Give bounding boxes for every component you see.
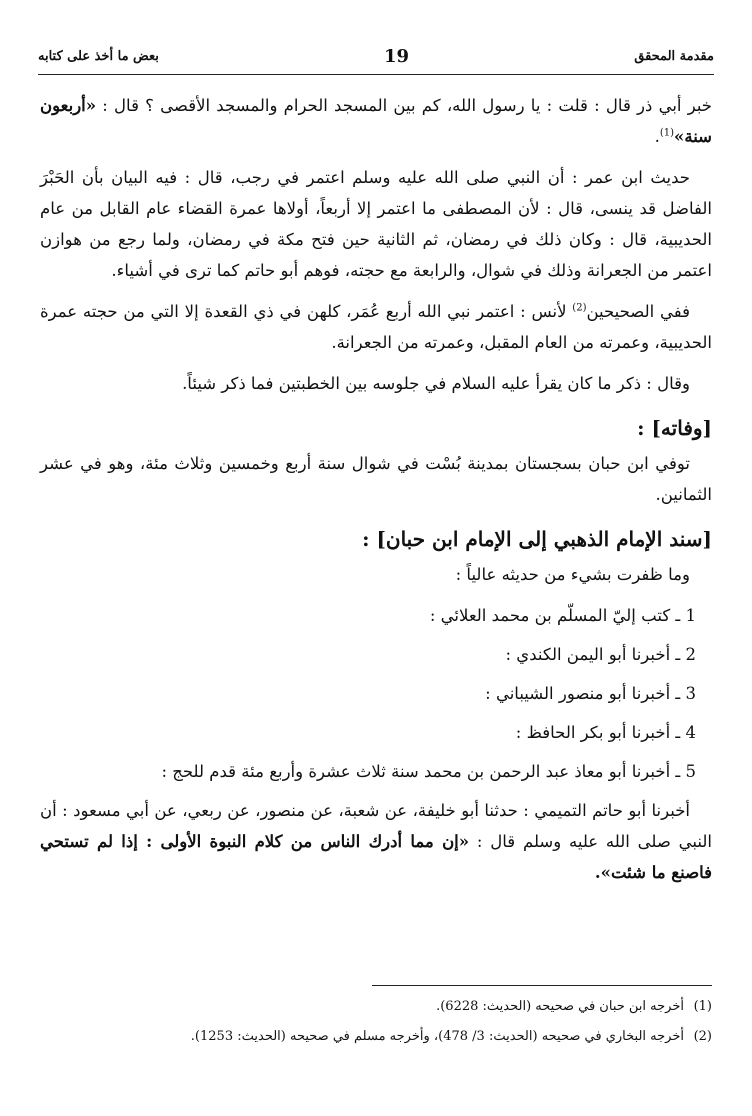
footnote-number: (2) bbox=[693, 1029, 712, 1044]
section-heading-sanad: [سند الإمام الذهبي إلى الإمام ابن حبان] : bbox=[362, 527, 712, 551]
header-left-title: بعض ما أخذ على كتابه bbox=[38, 48, 159, 64]
footnote-text: أخرجه البخاري في صحيحه (الحديث: 3/ 478)، وأخرجه مسلم في صحيحه (الحديث: 1253). bbox=[190, 1029, 684, 1044]
section-heading-death: [وفاته] : bbox=[637, 416, 712, 440]
chain-item: 4 ـ أخبرنا أبو بكر الحافظ : bbox=[515, 723, 696, 742]
paragraph-ibn-umar: حديث ابن عمر : أن النبي صلى الله عليه وسلم اعتمر في رجب، قال : فيه البيان بأن الحَبْرَ الفاضل قد ينسى، قال : لأن المصطفى ما اعتمر إلا أربعاً، أولاها عمرة القضاء عام القابل من عام الحديبية، قال : وكان ذلك في رمضان، ثم الثانية حين فتح مكة في رمضان، ولما رجع من هوازن اعتمر من الجعرانة وذلك في شوال، والرابعة مع حجته، فوهم أبو حاتم كما ترى في أشياء. bbox=[40, 168, 712, 280]
hadith-quote: «إن مما أدرك الناس من كلام النبوة الأولى : إذا لم تستحي فاصنع ما شئت». bbox=[40, 832, 712, 882]
chain-item: 1 ـ كتب إليّ المسلّم بن محمد العلائي : bbox=[429, 606, 696, 625]
footnote-text: أخرجه ابن حبان في صحيحه (الحديث: 6228). bbox=[436, 999, 684, 1014]
footnotes bbox=[40, 992, 712, 1052]
footnote-item bbox=[40, 992, 712, 1022]
paragraph-khutbah: وقال : ذكر ما كان يقرأ عليه السلام في جلوسه بين الخطبتين فما ذكر شيئاً. bbox=[182, 374, 690, 393]
footnote-ref: (1) bbox=[659, 127, 675, 139]
chain-item: 5 ـ أخبرنا أبو معاذ عبد الرحمن بن محمد سنة ثلاث عشرة وأربع مئة قدم للحج : bbox=[161, 762, 696, 781]
sanad-intro: وما ظفرت بشيء من حديثه عالياً : bbox=[455, 565, 690, 584]
paragraph-text: خبر أبي ذر قال : قلت : يا رسول الله، كم بين المسجد الحرام والمسجد الأقصى ؟ قال : bbox=[102, 96, 712, 115]
paragraph-final-hadith bbox=[40, 795, 712, 888]
footnote-ref: (2) bbox=[572, 302, 587, 314]
paragraph-abu-dharr: خبر أبي ذر قال : قلت : يا رسول الله، كم بين المسجد الحرام والمسجد الأقصى ؟ قال : «أربعون سنة»$^{(1)}$. bbox=[40, 96, 712, 146]
paragraph-text: أخبرنا أبو حاتم التميمي : حدثنا أبو خليفة، عن شعبة، عن منصور، عن ربعي، عن أبي مسعود : أن النبي صلى الله عليه وسلم قال : bbox=[40, 801, 712, 851]
footnote-number: (1) bbox=[693, 999, 712, 1014]
header-right-title: مقدمة المحقق bbox=[634, 48, 714, 64]
hadith-quote: «أربعون سنة» bbox=[40, 96, 712, 146]
paragraph-text: لأنس : اعتمر نبي الله أربع عُمَر، كلهن في ذي القعدة إلا التي من حجته عمرة الحديبية، وعمرته من العام المقبل، وعمرته من الجعرانة. bbox=[40, 302, 712, 352]
page-body bbox=[40, 90, 712, 898]
page-number: 19 bbox=[384, 45, 410, 67]
page-header bbox=[38, 38, 714, 75]
paragraph-death: توفي ابن حبان بسجستان بمدينة بُسْت في شوال سنة أربع وخمسين وثلاث مئة، وهو في عشر الثمانين. bbox=[40, 454, 712, 504]
paragraph-text: ففي الصحيحين bbox=[586, 302, 690, 321]
footnote-item bbox=[40, 1022, 712, 1052]
chain-item: 3 ـ أخبرنا أبو منصور الشيباني : bbox=[485, 684, 696, 703]
paragraph-sahihayn bbox=[40, 296, 712, 358]
footnote-divider bbox=[372, 985, 712, 986]
chain-item: 2 ـ أخبرنا أبو اليمن الكندي : bbox=[505, 645, 696, 664]
